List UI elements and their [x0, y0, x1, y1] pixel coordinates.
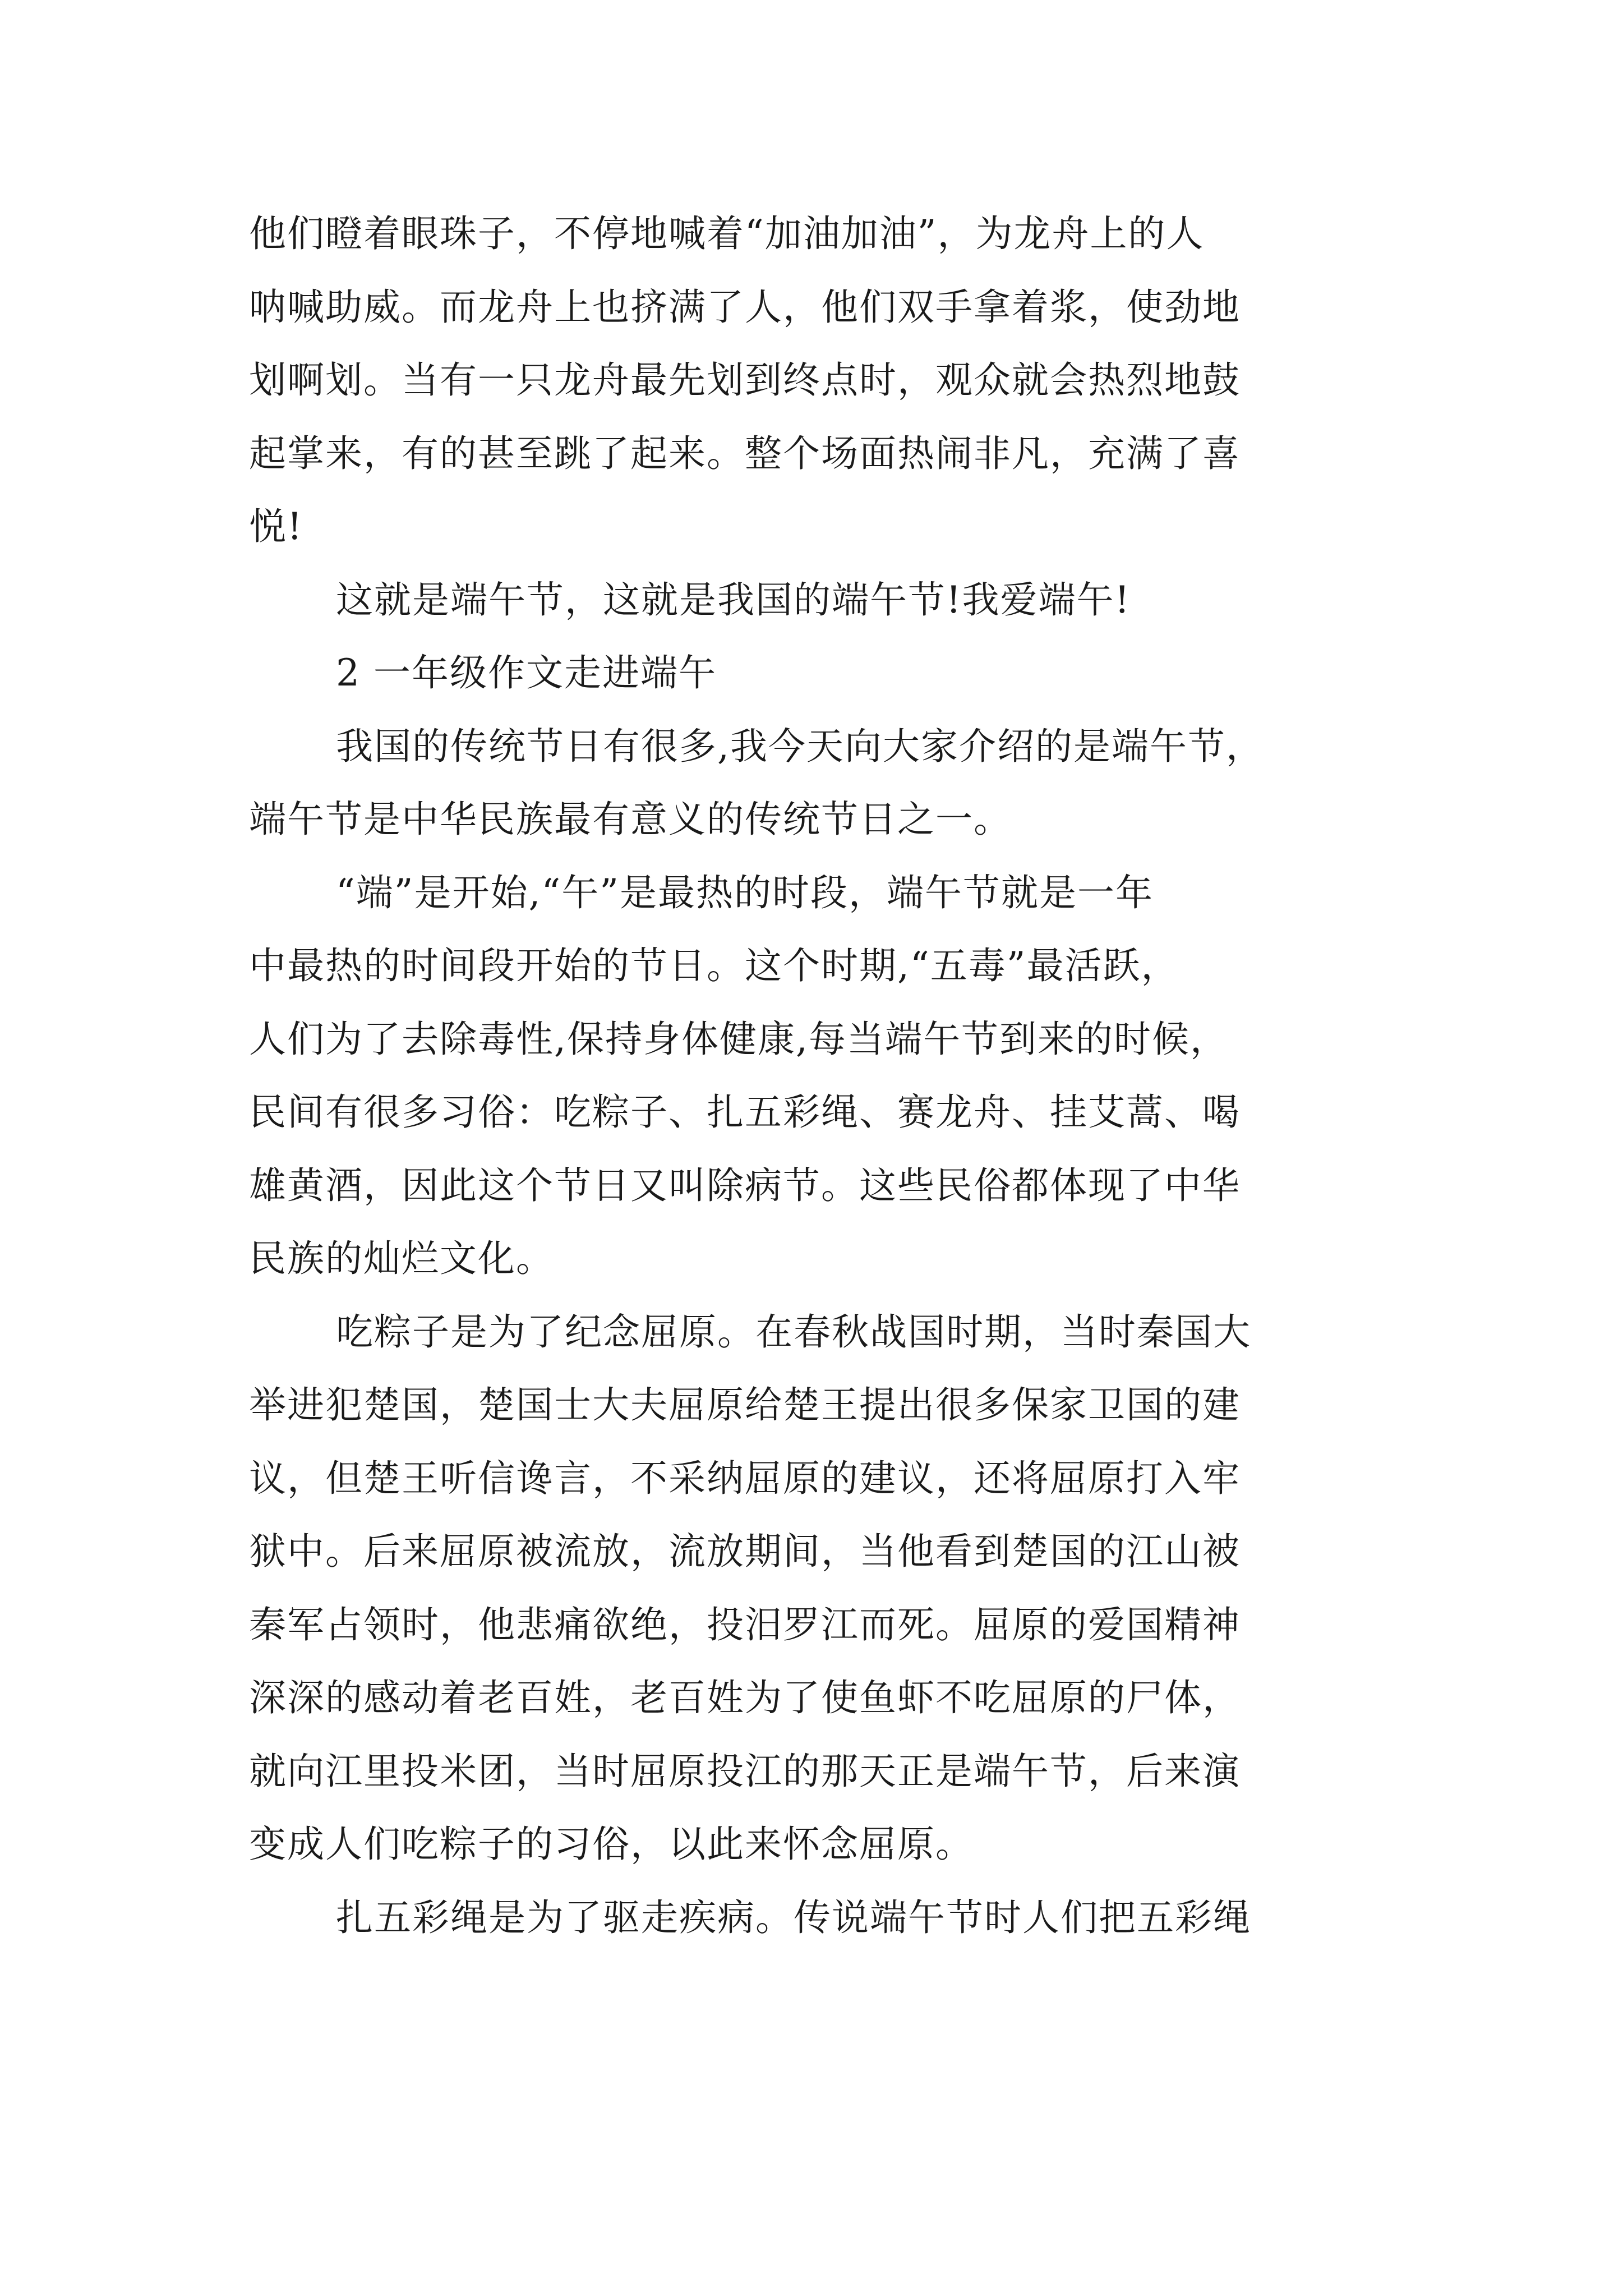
text-line: 民族的灿烂文化。 — [249, 1237, 554, 1280]
text-line: 我国的传统节日有很多,我今天向大家介绍的是端午节， — [336, 724, 1264, 768]
text-line: 民间有很多习俗：吃粽子、扎五彩绳、赛龙舟、挂艾蒿、喝 — [249, 1091, 1241, 1134]
text-line: 这就是端午节，这就是我国的端午节!我爱端午! — [336, 578, 1131, 622]
text-line: 狱中。后来屈原被流放，流放期间，当他看到楚国的江山被 — [249, 1530, 1241, 1573]
text-line: 秦军占领时，他悲痛欲绝，投汨罗江而死。屈原的爱国精神 — [249, 1603, 1241, 1646]
text-line: 吃粽子是为了纪念屈原。在春秋战国时期，当时秦国大 — [336, 1310, 1251, 1354]
text-line: 议，但楚王听信谗言，不采纳屈原的建议，还将屈原打入牢 — [249, 1456, 1241, 1500]
text-line: 起掌来，有的甚至跳了起来。整个场面热闹非凡，充满了喜 — [249, 431, 1241, 475]
text-line: 就向江里投米团，当时屈原投江的那天正是端午节，后来演 — [249, 1749, 1241, 1793]
text-line: 扎五彩绳是为了驱走疾病。传说端午节时人们把五彩绳 — [336, 1895, 1251, 1939]
essay-body — [249, 197, 1399, 1954]
text-line: 端午节是中华民族最有意义的传统节日之一。 — [249, 798, 1012, 841]
text-line: 划啊划。当有一只龙舟最先划到终点时，观众就会热烈地鼓 — [249, 358, 1241, 402]
text-line: 他们瞪着眼珠子，不停地喊着“加油加油”，为龙舟上的人 — [249, 212, 1205, 255]
text-line: 呐喊助威。而龙舟上也挤满了人，他们双手拿着浆，使劲地 — [249, 285, 1241, 329]
text-line: 变成人们吃粽子的习俗，以此来怀念屈原。 — [249, 1823, 974, 1866]
text-line: 举进犯楚国，楚国士大夫屈原给楚王提出很多保家卫国的建 — [249, 1383, 1241, 1427]
text-line: 深深的感动着老百姓，老百姓为了使鱼虾不吃屈原的尸体， — [249, 1676, 1241, 1719]
text-line: 雄黄酒，因此这个节日又叫除病节。这些民俗都体现了中华 — [249, 1163, 1241, 1207]
text-line: 人们为了去除毒性,保持身体健康,每当端午节到来的时候， — [249, 1017, 1228, 1061]
section-heading: 2 一年级作文走进端午 — [336, 651, 717, 694]
text-line: 中最热的时间段开始的节日。这个时期,“五毒”最活跃， — [249, 944, 1179, 987]
text-line: “端”是开始,“午”是最热的时段，端午节就是一年 — [336, 871, 1154, 914]
text-line: 悦! — [249, 505, 303, 548]
